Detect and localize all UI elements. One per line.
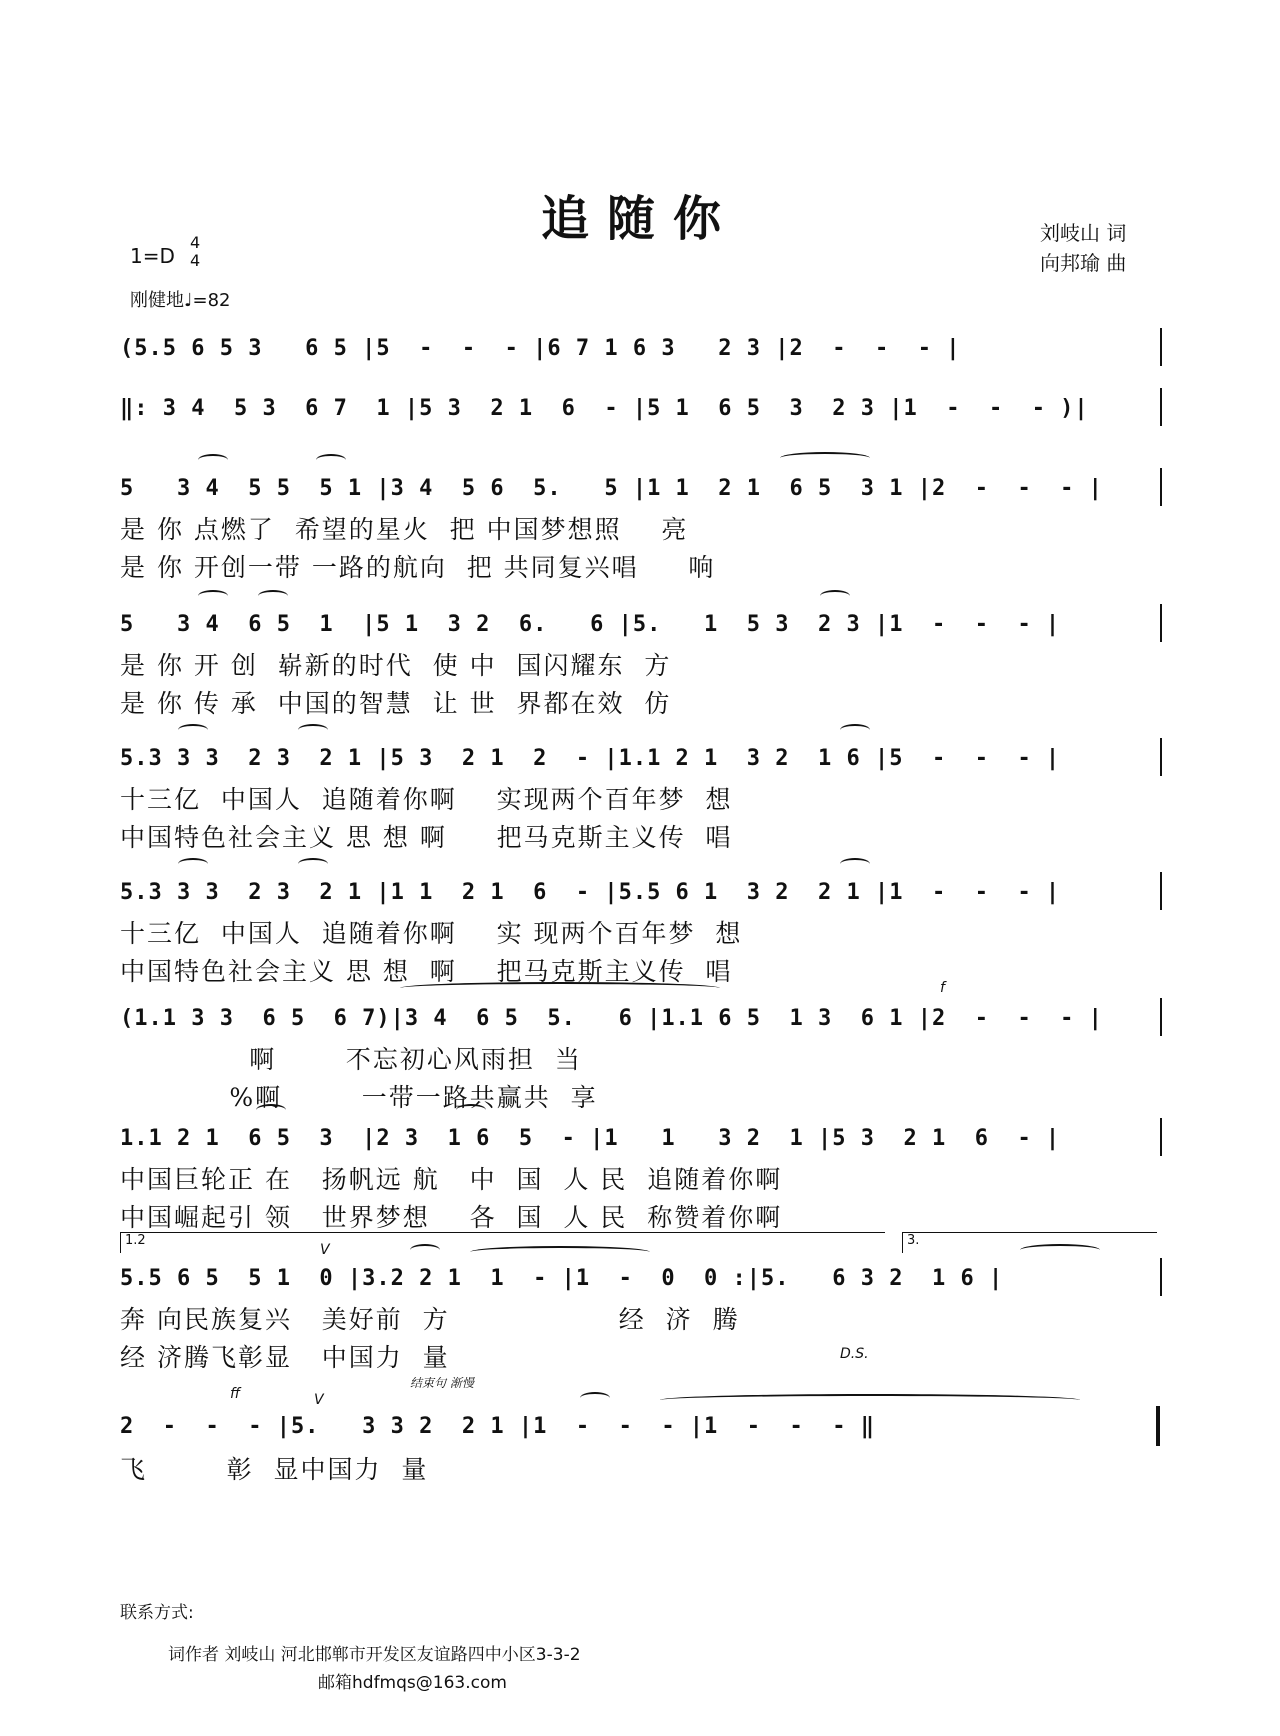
lyric-verse-2: 经 济腾飞彰显 中国力 量: [120, 1343, 450, 1372]
lyric-verse-2: %啊 一带一路共赢共 享: [120, 1083, 598, 1112]
slur: [316, 454, 346, 466]
notes-line: (5.5 6 5 3 6 5 |5 - - - |6 7 1 6 3 2 3 |2 - - - |: [120, 336, 961, 361]
notes-line: (1.1 3 3 6 5 6 7)|3 4 6 5 5. 6 |1.1 6 5 1 3 6 1 |2 - - - |: [120, 1006, 1103, 1031]
time-signature: [190, 234, 200, 270]
slur: [1020, 1244, 1100, 1256]
barline: [1160, 998, 1162, 1036]
key-signature: 1=D: [130, 244, 175, 268]
slur: [256, 1104, 286, 1116]
slur: [298, 858, 328, 870]
slur: [840, 724, 870, 736]
barline: [1160, 1118, 1162, 1156]
coda-instruction: 结束句 渐慢: [410, 1376, 474, 1390]
lyric-verse-2: 是 你 传 承 中国的智慧 让 世 界都在效 仿: [120, 689, 672, 718]
notes-line: 5.3 3 3 2 3 2 1 |1 1 2 1 6 - |5.5 6 1 3 2 2 1 |1 - - - |: [120, 880, 1061, 905]
time-top: 4: [190, 233, 201, 252]
address: 词作者 刘岐山 河北邯郸市开发区友谊路四中小区3-3-2: [168, 1645, 581, 1665]
barline: [1160, 738, 1162, 776]
barline: [1160, 604, 1162, 642]
slur: [780, 452, 870, 464]
breath-mark: V: [314, 1392, 324, 1408]
forte-mark: f: [940, 980, 945, 996]
slur: [400, 982, 720, 994]
slur: [198, 454, 228, 466]
lyric-verse-1: 是 你 点燃了 希望的星火 把 中国梦想照 亮: [120, 515, 689, 544]
final-barline: [1156, 1406, 1160, 1446]
dal-segno: D.S.: [840, 1346, 869, 1362]
lyric-verse-2: 中国特色社会主义 思 想 啊 把马克斯主义传 唱: [120, 957, 733, 986]
breath-mark: V: [320, 1242, 330, 1258]
lyric-verse-1: 飞 彰 显中国力 量: [120, 1455, 429, 1484]
slur: [178, 724, 208, 736]
barline: [1160, 872, 1162, 910]
barline: [1160, 1258, 1162, 1296]
contact-label: 联系方式:: [120, 1603, 194, 1623]
volta-1-2: 1.2: [120, 1232, 885, 1253]
slur: [298, 724, 328, 736]
lyric-verse-2: 中国特色社会主义 思 想 啊 把马克斯主义传 唱: [120, 823, 733, 852]
barline: [1160, 468, 1162, 506]
notes-line: 2 - - - |5. 3 3 2 2 1 |1 - - - |1 - - - ‖: [120, 1414, 875, 1439]
slur: [198, 590, 228, 602]
slur: [410, 1244, 440, 1256]
time-bottom: 4: [190, 251, 201, 270]
barline: [1160, 328, 1162, 366]
lyric-verse-1: 十三亿 中国人 追随着你啊 实现两个百年梦 想: [120, 785, 733, 814]
slur: [660, 1394, 1080, 1406]
slur: [840, 858, 870, 870]
tempo-marking: 刚健地♩=82: [130, 290, 231, 311]
slur: [178, 858, 208, 870]
volta-3: 3.: [902, 1232, 1157, 1253]
composer: 向邦瑜 曲: [1040, 251, 1127, 275]
lyric-verse-1: 奔 向民族复兴 美好前 方 经 济 腾: [120, 1305, 740, 1334]
notes-line: 5 3 4 5 5 5 1 |3 4 5 6 5. 5 |1 1 2 1 6 5 3 1 |2 - - - |: [120, 476, 1103, 501]
email: 邮箱hdfmqs@163.com: [318, 1673, 507, 1693]
slur: [580, 1392, 610, 1404]
song-title: 追随你: [540, 191, 739, 247]
lyric-verse-1: 是 你 开 创 崭新的时代 使 中 国闪耀东 方: [120, 651, 672, 680]
slur: [470, 1246, 650, 1258]
slur: [820, 590, 850, 602]
lyricist: 刘岐山 词: [1040, 221, 1127, 245]
lyric-verse-2: 是 你 开创一带 一路的航向 把 共同复兴唱 响: [120, 553, 716, 582]
lyric-verse-2: 中国崛起引 领 世界梦想 各 国 人 民 称赞着你啊: [120, 1203, 783, 1232]
fortissimo-mark: ff: [230, 1386, 241, 1402]
lyric-verse-1: 啊 不忘初心风雨担 当: [120, 1045, 582, 1074]
lyric-verse-1: 中国巨轮正 在 扬帆远 航 中 国 人 民 追随着你啊: [120, 1165, 783, 1194]
credits: [1040, 218, 1126, 278]
lyric-verse-1: 十三亿 中国人 追随着你啊 实 现两个百年梦 想: [120, 919, 743, 948]
notes-line: 5.5 6 5 5 1 0 |3.2 2 1 1 - |1 - 0 0 :|5. 6 3 2 1 6 |: [120, 1266, 1004, 1291]
notes-line: 5 3 4 6 5 1 |5 1 3 2 6. 6 |5. 1 5 3 2 3 |1 - - - |: [120, 612, 1061, 637]
notes-line: 1.1 2 1 6 5 3 |2 3 1 6 5 - |1 1 3 2 1 |5 3 2 1 6 - |: [120, 1126, 1061, 1151]
slur: [258, 590, 288, 602]
barline: [1160, 388, 1162, 426]
notes-line: 5.3 3 3 2 3 2 1 |5 3 2 1 2 - |1.1 2 1 3 2 1 6 |5 - - - |: [120, 746, 1061, 771]
slur: [456, 1104, 486, 1116]
notes-line: ‖: 3 4 5 3 6 7 1 |5 3 2 1 6 - |5 1 6 5 3 2 3 |1 - - - )|: [120, 396, 1089, 421]
